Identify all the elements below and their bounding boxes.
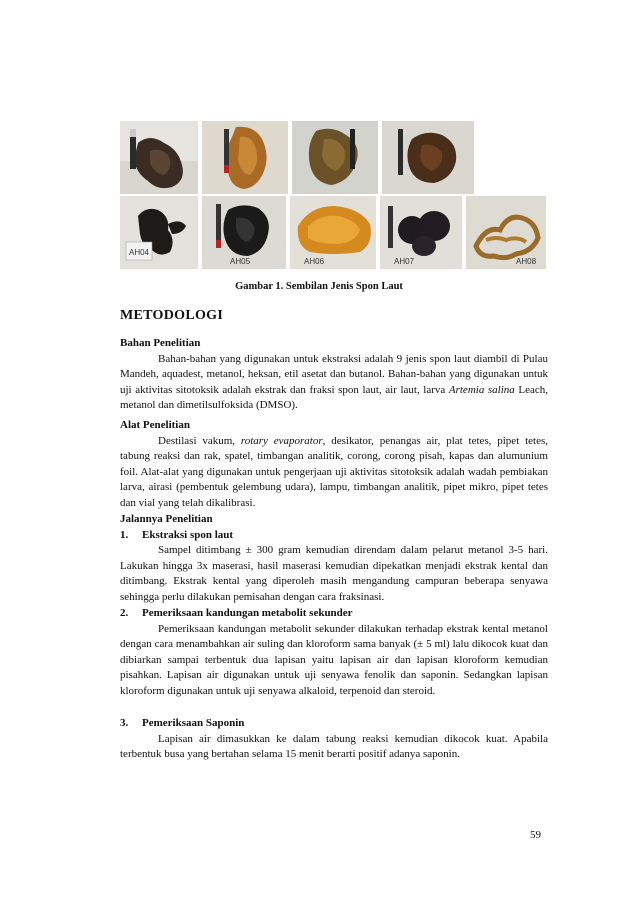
step2-number: 2. (120, 607, 129, 619)
bahan-paragraph (120, 352, 548, 414)
sponge-photo-6 (202, 196, 286, 269)
sample-label-4: AH07 (394, 257, 415, 266)
page-number: 59 (530, 829, 541, 841)
alat-text-end: , desikator, penangas air, plat tetes, pipet tetes, tabung reaksi dan rak, spatel, timbangan analitik, corong, corong pisah, kapas dan alumunium foil. Alat-alat yang digunakan untuk pengerjaan uji aktivitas sitotoksik adalah wadah pembiakan larva, airasi (pembentuk gelembung udara), lampu, timbangan analitik, pipet mikro, pipet tetes dan vial yang telah dikalibrasi. (120, 434, 548, 509)
section-heading: METODOLOGI (120, 308, 224, 323)
step3-section (120, 716, 548, 763)
step1-text: Sampel ditimbang ± 300 gram kemudian direndam dalam pelarut metanol 3-5 hari. Lakukan hingga 3x maserasi, hasil maserasi kemudian dipekatkan menjadi ekstrak kental dan ditimbang. Ekstrak kental yang diperoleh masih mengandung campuran beberapa senyawa sehingga perlu dilakukan pemisahan dengan cara fraksinasi. (120, 544, 548, 603)
sample-label-3: AH06 (304, 257, 325, 266)
jalannya-title: Jalannya Penelitian (120, 513, 213, 525)
bahan-text: Bahan-bahan yang digunakan untuk ekstraksi adalah 9 jenis spon laut diambil di Pulau Mandeh, aquadest, metanol, heksan, etil asetat dan butanol. Bahan-bahan yang digunakan untuk uji aktivitas sitotoksik adalah ekstrak dan fraksi spon laut, air laut, larva (120, 352, 548, 396)
alat-text: Destilasi vakum, (158, 434, 241, 447)
sponge-photo-5 (120, 196, 198, 269)
step1-title: Ekstraksi spon laut (142, 528, 234, 541)
alat-section (120, 418, 548, 512)
alat-paragraph (120, 434, 548, 512)
sample-label-1: AH04 (128, 248, 150, 257)
alat-italic: rotary evaporator (240, 434, 323, 447)
step1-heading (120, 528, 548, 544)
step2-text: Pemeriksaan kandungan metabolit sekunder dilakukan terhadap ekstrak kental metanol dengan cara menambahkan air suling dan kloroform sama banyak (± 5 ml) lalu dikocok kuat dan dibiarkan sampai terbentuk dua lapisan yaitu lapisan air dan lapisan kloroform kemudian pisahkan. Lapisan air digunakan untuk uji senyawa fenolik dan saponin. Sedangkan lapisan kloroform digunakan untuk uji senyawa alkaloid, terpenoid dan steroid. (120, 622, 548, 697)
sample-label-5: AH08 (516, 257, 537, 266)
step2-title: Pemeriksaan kandungan metabolit sekunder (142, 607, 353, 619)
sponge-photo-3 (292, 121, 378, 194)
sponge-photo-9 (466, 196, 546, 269)
step3-number: 3. (120, 717, 129, 729)
sponge-photo-8 (380, 196, 462, 269)
sponge-photo-grid (120, 121, 546, 269)
sponge-photo-4 (382, 121, 474, 194)
step3-text: Lapisan air dimasukkan ke dalam tabung reaksi kemudian dikocok kuat. Apabila terbentuk busa yang bertahan selama 15 menit berarti positif adanya saponin. (120, 732, 548, 761)
bahan-title: Bahan Penelitian (120, 337, 201, 349)
sponge-photo-1 (120, 121, 198, 194)
alat-title: Alat Penelitian (120, 419, 190, 431)
figure-caption: Gambar 1. Sembilan Jenis Spon Laut (235, 281, 403, 292)
step1-number: 1. (120, 528, 129, 541)
sample-label-2: AH05 (230, 257, 251, 266)
step3-title: Pemeriksaan Saponin (142, 717, 245, 729)
sponge-photo-2 (202, 121, 288, 194)
jalannya-section (120, 512, 548, 606)
step2-heading (120, 606, 548, 622)
bahan-italic: Artemia salina (448, 383, 515, 396)
bahan-section (120, 336, 548, 414)
step3-heading (120, 716, 548, 732)
bahan-text-end: Leach, metanol dan dimetilsulfoksida (DMSO). (120, 383, 548, 412)
step2-section (120, 606, 548, 700)
sponge-photo-7 (290, 196, 376, 269)
